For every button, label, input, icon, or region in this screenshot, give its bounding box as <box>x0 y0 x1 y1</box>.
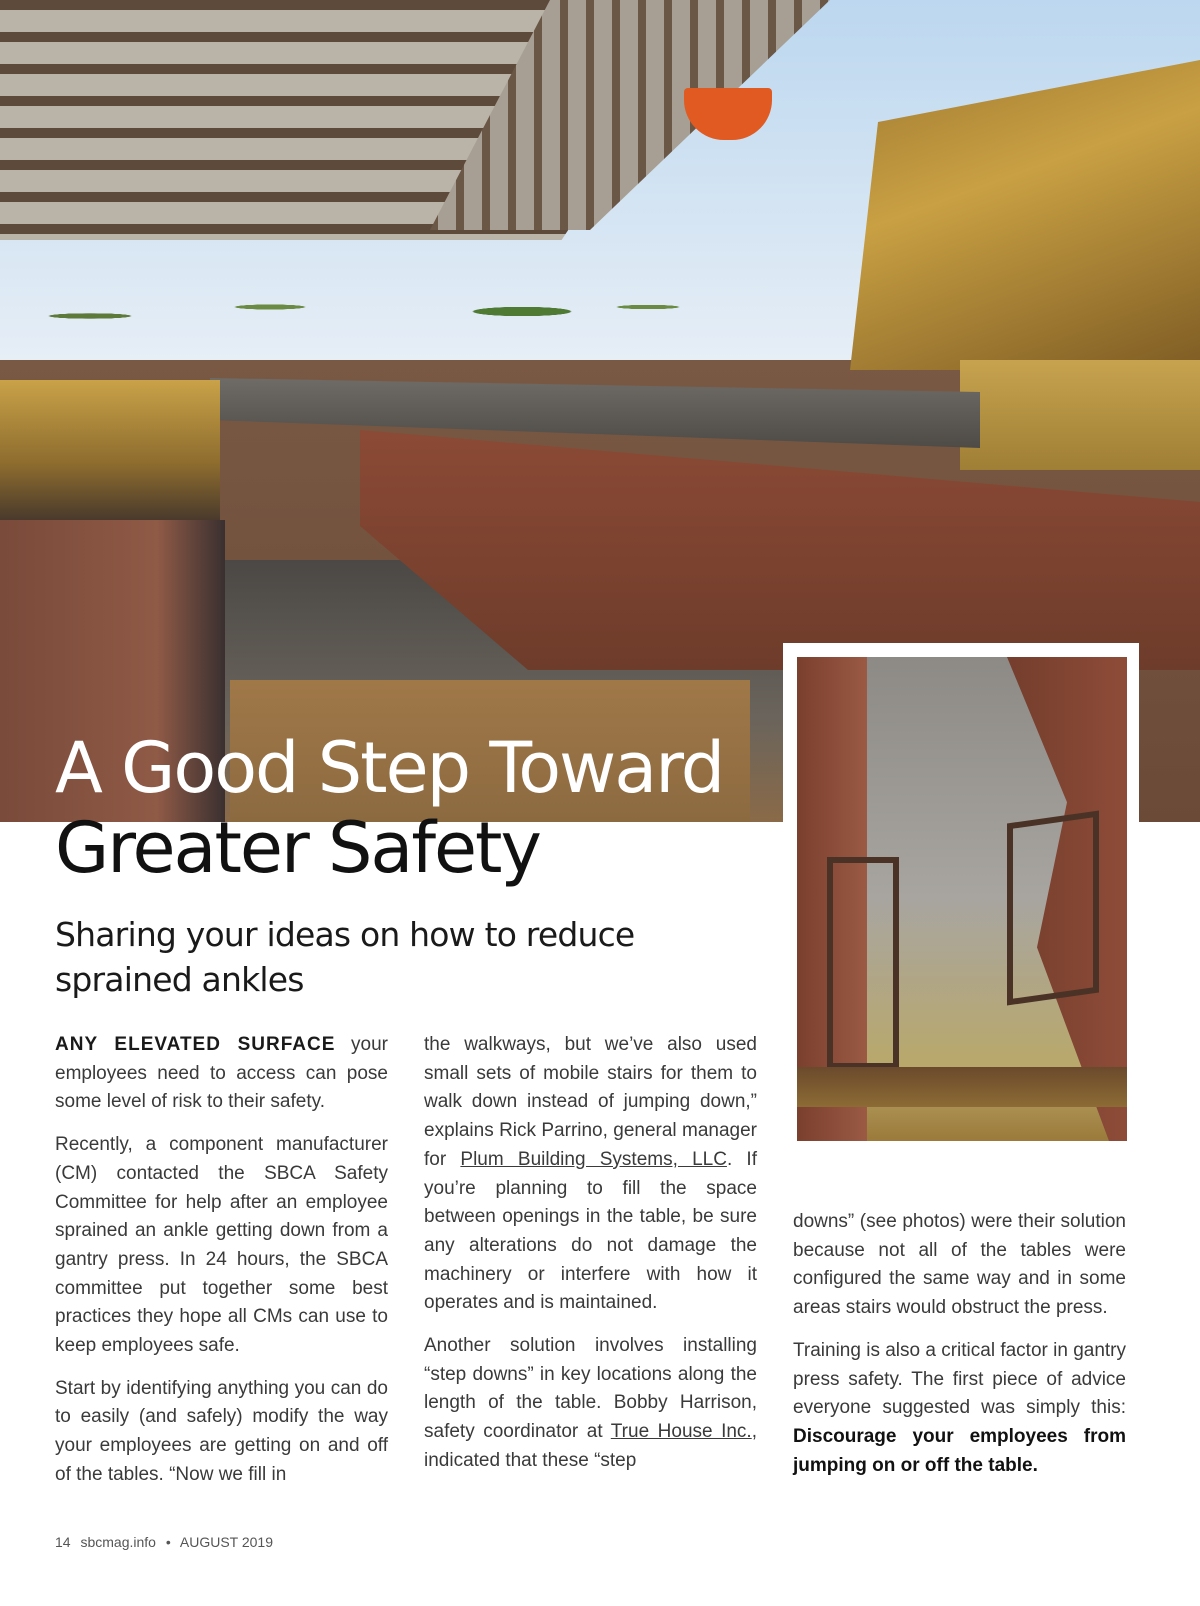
paragraph-2: Recently, a component manufacturer (CM) contacted the SBCA Safety Committee for help after an employee sprained an ankle getting down from a gantry press. In 24 hours, the SBCA committee put together some best practices they hope all CMs can use to keep employees safe. <box>55 1134 388 1357</box>
paragraph-3-cont <box>424 1031 757 1318</box>
column-2 <box>424 1031 757 1490</box>
paragraph-4-rest: , indicated that these “step <box>424 1421 757 1471</box>
paragraph-1-text: your employees need to access can pose some level of risk to their safety. <box>55 1034 388 1113</box>
gantry-rail <box>210 378 980 448</box>
paragraph-5 <box>793 1337 1126 1481</box>
paragraph-3-rest: . If you’re planning to fill the space between openings in the table, be sure any alterations do not damage the machinery or interfere with how it operates and is maintained. <box>424 1148 757 1314</box>
paragraph-3-start <box>55 1375 388 1490</box>
footer-bullet: • <box>165 1534 171 1550</box>
article-subtitle: Sharing your ideas on how to reduce sprained ankles <box>55 915 635 999</box>
paragraph-3-text-cont: the walkways, but we’ve also used small sets of mobile stairs for them to walk down instead of jumping down,” explains Rick Parrino, general manager for <box>424 1034 757 1170</box>
paragraph-5-emphasis: Discourage your employees from jumping on or off the table. <box>793 1425 1126 1476</box>
paragraph-4-text: Another solution involves installing “step downs” in key locations along the length of the table. Bobby Harrison, safety coordinator at <box>424 1335 757 1443</box>
lead-in: ANY ELEVATED SURFACE <box>55 1034 336 1055</box>
table-deck-right <box>960 360 1200 470</box>
inset-step-down-left <box>827 857 899 1069</box>
page-footer <box>55 1534 279 1550</box>
paragraph-4 <box>424 1332 757 1476</box>
table-deck-left <box>0 380 220 520</box>
inset-step-down-right <box>1007 811 1099 1006</box>
paragraph-4-rest-cont: downs” (see photos) were their solution because not all of the tables were configured the same way and in some areas stairs would obstruct the press. <box>793 1211 1126 1319</box>
paragraph-4-cont <box>793 1208 1126 1323</box>
site-url: sbcmag.info <box>80 1534 156 1550</box>
inset-photo-step-downs <box>797 657 1127 1141</box>
inset-rail <box>797 1067 1127 1107</box>
column-3 <box>793 1208 1126 1494</box>
title-line-2: Greater Safety <box>55 807 540 889</box>
trees <box>0 262 900 352</box>
article-title <box>55 728 785 888</box>
paragraph-3-text: Start by identifying anything you can do to easily (and safely) modify the way your employees are getting on and off of the tables. “Now we fill in <box>55 1377 388 1485</box>
paragraph-1 <box>55 1031 388 1117</box>
paragraph-5-text: Training is also a critical factor in gantry press safety. The first piece of advice everyone suggested was simply this: <box>793 1339 1126 1419</box>
column-1 <box>55 1031 388 1504</box>
page-number: 14 <box>55 1534 71 1550</box>
true-house-link[interactable]: True House Inc. <box>610 1421 752 1443</box>
issue-date: AUGUST 2019 <box>179 1534 273 1550</box>
title-line-1: A Good Step Toward <box>55 727 724 809</box>
plum-building-systems-link[interactable]: Plum Building Systems, LLC <box>460 1148 727 1170</box>
